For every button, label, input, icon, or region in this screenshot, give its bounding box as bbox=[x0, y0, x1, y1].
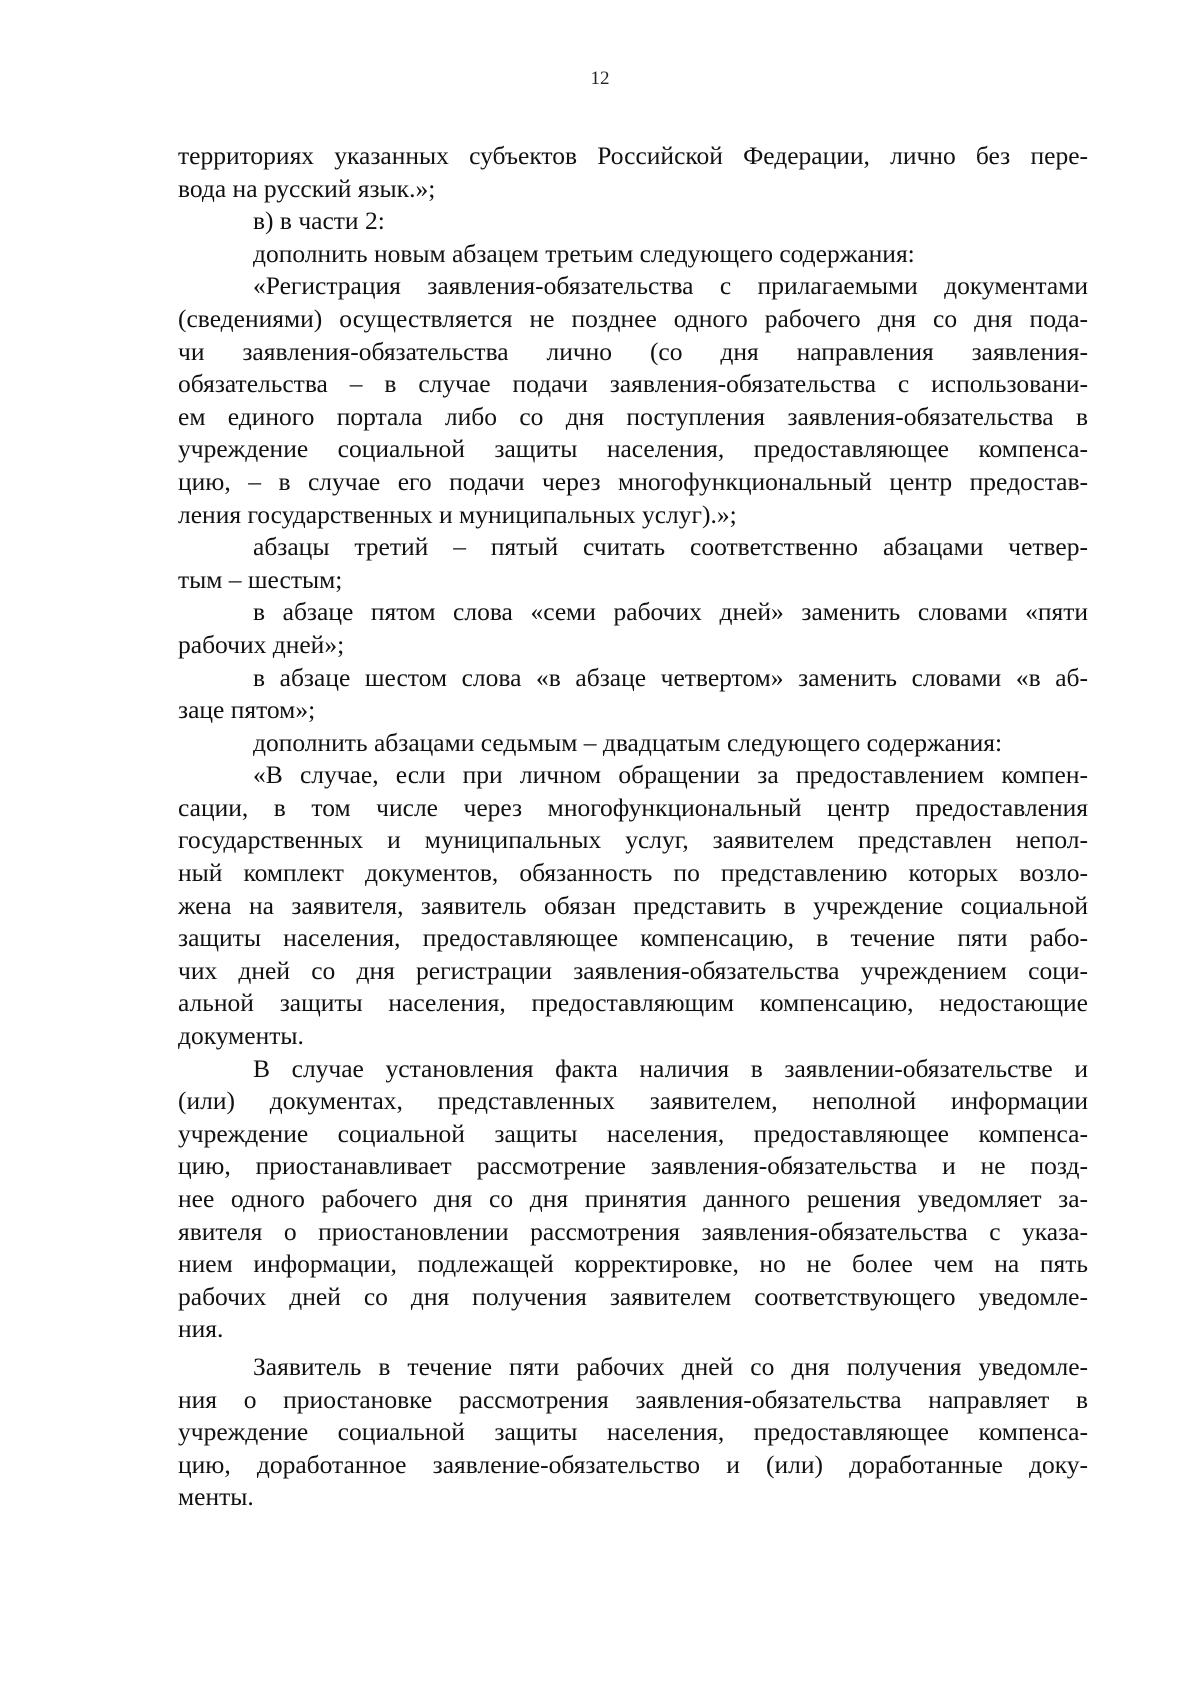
text-line: территориях указанных субъектов Российской Федерации, лично без пере- bbox=[178, 141, 1088, 170]
text-line: сации, в том числе через многофункциональный центр предоставления bbox=[178, 792, 1088, 822]
text-line: в) в части 2: bbox=[253, 206, 385, 236]
text-line: в абзаце шестом слова «в абзаце четвертом» заменить словами «в аб- bbox=[253, 662, 1088, 692]
text-line: чи заявления-обязательства лично (со дня направления заявления- bbox=[178, 336, 1088, 366]
text-line: ния о приостановке рассмотрения заявления-обязательства направляет в bbox=[178, 1384, 1088, 1414]
text-line: цию, – в случае его подачи через многофункциональный центр предостав- bbox=[178, 466, 1088, 496]
text-line: вода на русский язык.»; bbox=[178, 173, 436, 203]
text-line: явителя о приостановлении рассмотрения заявления-обязательства с указа- bbox=[178, 1216, 1088, 1246]
text-line: менты. bbox=[178, 1482, 254, 1512]
text-line: Заявитель в течение пяти рабочих дней со дня получения уведомле- bbox=[253, 1351, 1088, 1381]
text-line: рабочих дней»; bbox=[178, 629, 345, 659]
text-line: учреждение социальной защиты населения, предоставляющее компенса- bbox=[178, 1417, 1088, 1447]
text-line: дополнить абзацами седьмым – двадцатым следующего содержания: bbox=[253, 727, 1003, 757]
text-line: чих дней со дня регистрации заявления-обязательства учреждением соци- bbox=[178, 955, 1088, 985]
text-line: дополнить новым абзацем третьим следующего содержания: bbox=[253, 238, 915, 268]
text-line: заце пятом»; bbox=[178, 695, 316, 725]
document-body bbox=[178, 140, 1088, 1514]
text-line: ный комплект документов, обязанность по представлению которых возло- bbox=[178, 858, 1088, 888]
text-line: государственных и муниципальных услуг, заявителем представлен непол- bbox=[178, 825, 1088, 855]
text-line: обязательства – в случае подачи заявления-обязательства с использовани- bbox=[178, 369, 1088, 399]
text-line: ния. bbox=[178, 1314, 224, 1344]
text-line: рабочих дней со дня получения заявителем соответствующего уведомле- bbox=[178, 1281, 1088, 1311]
text-line: (или) документах, представленных заявителем, неполной информации bbox=[178, 1086, 1088, 1116]
text-line: тым – шестым; bbox=[178, 564, 343, 594]
text-line: В случае установления факта наличия в заявлении-обязательстве и bbox=[253, 1053, 1088, 1083]
text-line: в абзаце пятом слова «семи рабочих дней» заменить словами «пяти bbox=[253, 597, 1088, 627]
text-line: ления государственных и муниципальных услуг).»; bbox=[178, 499, 737, 529]
text-line: альной защиты населения, предоставляющим компенсацию, недостающие bbox=[178, 988, 1088, 1018]
text-line: документы. bbox=[178, 1021, 304, 1051]
text-line: «Регистрация заявления-обязательства с прилагаемыми документами bbox=[253, 271, 1088, 301]
text-line: цию, приостанавливает рассмотрение заявления-обязательства и не позд- bbox=[178, 1151, 1088, 1181]
text-line: абзацы третий – пятый считать соответственно абзацами четвер- bbox=[253, 532, 1088, 562]
text-line: ем единого портала либо со дня поступления заявления-обязательства в bbox=[178, 401, 1088, 431]
text-line: жена на заявителя, заявитель обязан представить в учреждение социальной bbox=[178, 890, 1088, 920]
page-number: 12 bbox=[590, 68, 610, 89]
text-line: защиты населения, предоставляющее компенсацию, в течение пяти рабо- bbox=[178, 923, 1088, 953]
text-line: нее одного рабочего дня со дня принятия данного решения уведомляет за- bbox=[178, 1184, 1088, 1213]
text-line: учреждение социальной защиты населения, предоставляющее компенса- bbox=[178, 1118, 1088, 1148]
text-line: нием информации, подлежащей корректировке, но не более чем на пять bbox=[178, 1249, 1088, 1279]
text-line: «В случае, если при личном обращении за предоставлением компен- bbox=[253, 760, 1088, 790]
text-line: учреждение социальной защиты населения, предоставляющее компенса- bbox=[178, 434, 1088, 464]
text-line: цию, доработанное заявление-обязательство и (или) доработанные доку- bbox=[178, 1449, 1088, 1479]
text-line: (сведениями) осуществляется не позднее одного рабочего дня со дня пода- bbox=[178, 303, 1088, 333]
